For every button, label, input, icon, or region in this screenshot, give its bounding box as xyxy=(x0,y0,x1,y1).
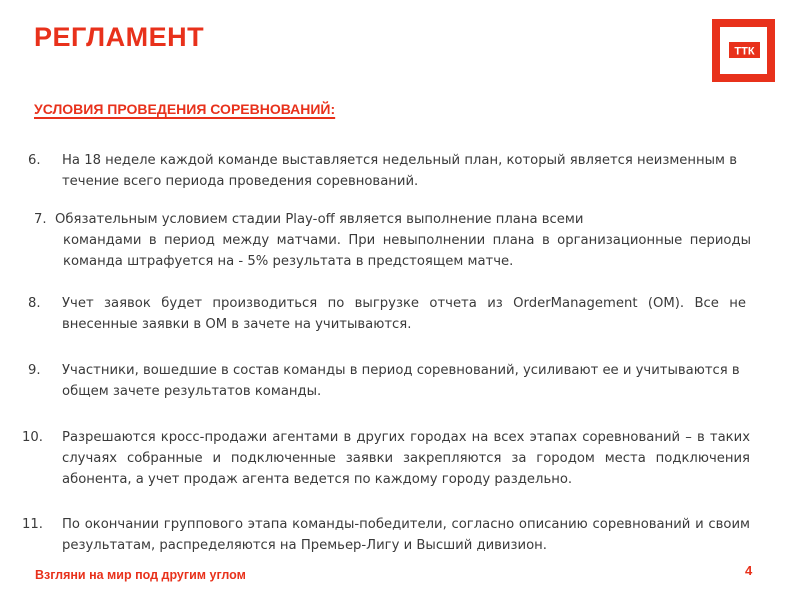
rule-text: Разрешаются кросс-продажи агентами в других городах на всех этапах соревнований – в таких случаях собранные и подключенные заявки закрепляются за городом места подключения абонента, а учет продаж агента ведется по каждому городу раздельно. xyxy=(62,430,750,487)
rule-text: Учет заявок будет производиться по выгрузке отчета из OrderManagement (OM). Все не внесенные заявки в ОМ в зачете на учитываются. xyxy=(62,296,746,332)
slide-title: РЕГЛАМЕНТ xyxy=(34,22,205,52)
page-number: 4 xyxy=(745,563,753,578)
rule-number: 11. xyxy=(22,517,43,532)
rule-item xyxy=(22,427,758,490)
rule-text: На 18 неделе каждой команде выставляется недельный план, который является неизменным в течение всего периода проведения соревнований. xyxy=(62,153,737,189)
rule-number: 7. xyxy=(34,212,47,227)
rule-number: 6. xyxy=(28,153,41,168)
rule-text-first-line: Обязательным условием стадии Play-off является выполнение плана всеми xyxy=(55,212,584,227)
rule-number: 8. xyxy=(28,296,41,311)
rule-text: командами в период между матчами. При невыполнении плана в организационные периоды команда штрафуется на - 5% результата в предстоящем матче. xyxy=(63,233,751,269)
rule-item xyxy=(34,209,759,271)
rule-item xyxy=(28,360,758,402)
rule-text: По окончании группового этапа команды-победители, согласно описанию соревнований и своим результатам, распределяются на Премьер-Лигу и Высший дивизион. xyxy=(62,517,750,553)
section-heading: УСЛОВИЯ ПРОВЕДЕНИЯ СОРЕВНОВАНИЙ: xyxy=(34,101,336,117)
logo-text: ТТК xyxy=(734,45,755,58)
rule-item xyxy=(22,514,758,556)
rule-item xyxy=(28,293,758,335)
rule-item xyxy=(28,150,758,192)
rule-number: 9. xyxy=(28,363,41,378)
rule-text: Участники, вошедшие в состав команды в период соревнований, усиливают ее и учитываются в общем зачете результатов команды. xyxy=(62,363,740,399)
footer-slogan: Взгляни на мир под другим углом xyxy=(35,568,246,582)
rule-number: 10. xyxy=(22,430,43,445)
ttk-logo xyxy=(712,19,775,82)
